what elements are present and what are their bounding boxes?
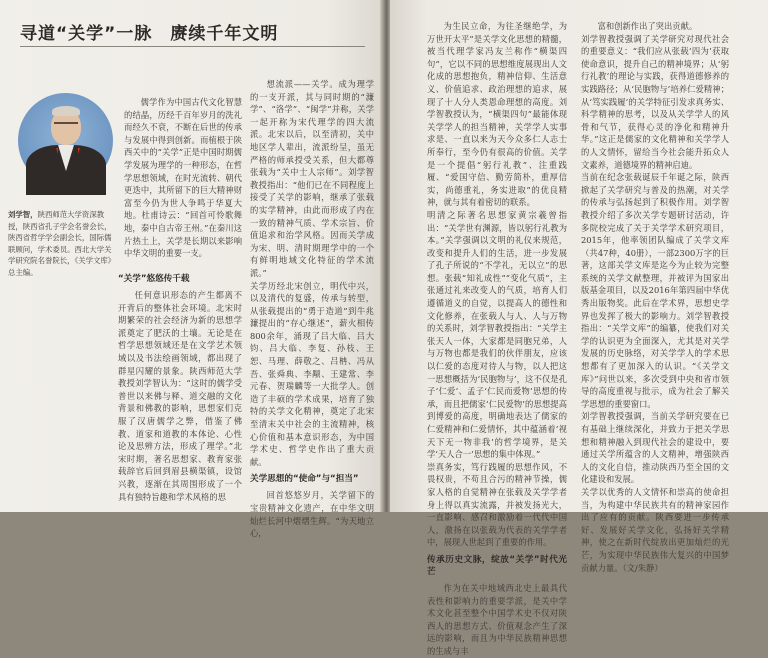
portrait-hair [52,106,80,116]
section-heading-3: 传承历史文脉，绽放“关学”时代光芒 [427,554,567,577]
intro-paragraph: 儒学作为中国古代文化智慧的结晶，历经千百年岁月的洗礼而经久不衰，不断在后世的传承与发展中得到创新。而植根于陕西关中的“关学”正是中国时期儒学发展为理学的一种形态，在哲学思想领域，在时光流转、朝代更迭中，其所留下的巨大精神财富至今仍为世人争鸣于华夏大地。杜甫诗云：“回首可怜歌舞地，秦中自古帝王州。”在秦川这片热土上，关学是长期以来影响中华文明的重要一支。 [124,97,242,259]
portrait-photo [18,93,113,188]
caption-text: 陕西师范大学资深教授，陕西省孔子学会名誉会长，陕西省哲学学会副会长，国际儒联顾问，学术委员。西北大学关学研究院名誉院长，《关学文库》总主编。 [8,210,112,277]
body-paragraph: 回首悠悠岁月，关学留下的宝贵精神文化遗产，在中华文明灿烂长河中熠熠生辉。“为天地立心， [250,490,374,539]
right-column-1 [427,20,567,656]
left-column-2 [250,78,374,539]
left-column-1-body [118,268,242,504]
body-paragraph: 为生民立命，为往圣继绝学，为万世开太平”是关学文化思想的精髓，被当代理学家冯友兰称作“横渠四句”，它以不同的思想维度展现出人文化成的思想抱负，精神信仰、生活意义、价值追求、政治理想的追求，展现了十人分人类恩命理想的高度。刘学智教授认为，“横渠四句”最能体现关学学人的担当精神，关学学人实事求是、一直以来为天今众多仁人志士所奉行，至今仍有很高的价值。关学是一个提倡“躬行礼教”、注重践履、“爱国守信、勤劳简朴，重厚信实，尚德重礼，务实进取”的优良精神，就与其有着密切的联系。 明清之际著名思想家黄宗羲曾指出：“关学世有渊源，皆以躬行礼教为本。”关学强调以文明的礼仪来规范，改变和提升人们的生活，进一步发展了孔子所说的“不学礼，无以立”的思想。张载“知礼成性”“变化气质”，主张通过礼来改变人的气质，培育人们遵循道义的自觉，以提高人的德性和文化修养，在张载人与人、人与万物的关系时，刘学智教授指出：“关学主张天人一体，大家都是同胞兄弟，人与万物也都是我们的伙伴朋友，应该以仁爱的态度对待人与物，以人把这一思想概括为‘民胞物与’，这不仅是孔子‘仁爱’、孟子‘仁民而爱物’思想的传承，而且把儒家‘仁民爱物’的思想提高到博爱的高度，明确地表达了儒家的仁爱精神和仁爱情怀，其中蕴涵着‘视天下无一物非我’的哲学境界，是关学‘天人合一’思想的集中体现。” 崇真务实，笃行践履的思想作风，不畏权贵，不苟且合污的精神节操，儒家人格的自觉精神在张载及关学学者身上得以真实流露，并被发扬光大，一直影响、感召和激励着一代代中国人，激扬在以张载为代表的关学学者中，展现人世起到了重要的作用。 [427,21,567,548]
body-paragraph: 作为在关中地域西北史上最具代表性和影响力的重要学派，是关中学术文化甚至整个中国学术史不仅对陕西人的思想方式、价值观念产生了深远的影响，而且为中华民族精神思想的生成与丰 [427,582,567,656]
body-paragraph: 富和创新作出了突出贡献。 刘学智教授强调了关学研究对现代社会的重要意义：“我们应从张载‘四为’获取使命意识，提升自己的精神境界；从‘躬行礼教’的理论与实践，获得道德修养的实践路径；从‘民胞物与’培养仁爱精神；从‘笃实践履’的关学特征引发求真务实、科学精神的思考，以及从关学学人的风骨和气节，获得心灵的净化和精神升华。”这正是儒家的文化精神和关学学人的人文情怀，留给当今社会能升拓众人文素养，道德境界的精神启迪。 当前在纪念张载诞辰千年诞之际，陕西掀起了关学研究与普及的热潮，对关学的传承与弘扬起到了积极作用。刘学智教授介绍了多次关学专题研讨活动，许多院校完成了关于关学学术研究项目，2015年，他率领团队编成了关学文库（共47种，40册），一部2300万字的巨著，这部关学文库是迄今为止较为完整系统的关学文献整理，并被评为国家出版基金项目，以及2016年第四届中华优秀出版物奖。此后在学术界，思想史学界也发挥了极大的影响力。刘学智教授指出：“关学文库”的编纂，使我们对关学的认识更为全面深入，尤其是对关学发展的历史脉络，对关学学人的学术思想都有了更加深入的认识。“《关学文库》”问世以来，多次受到中央和省市领导的高度重视与批示，成为社会了解关学思想的重要窗口。 刘学智教授强调，当前关学研究要在已有基础上继续深化，并致力于把关学思想和精神融入到现代社会的建设中，要通过关学所蕴含的人文精神，增强陕西人的文化自信，推动陕西乃至全国的文化建设和发展。 关学以优秀的人文情怀和崇高的使命担当，为构建中华民族共有的精神家园作出了应有的贡献。陕西要进一步传承好、发展好关学文化，弘扬好关学精神，使之在新时代绽放出更加灿烂的光芒，为实现中华民族伟大复兴的中国梦贡献力量。（文/朱静） [581,21,729,573]
title-divider [20,46,365,47]
caption-name: 刘学智， [8,210,38,219]
section-heading-1: “关学”悠悠传千载 [118,274,190,284]
article-title: 寻道“关学”一脉 赓续千年文明 [20,24,279,44]
section-heading-2: 关学思想的“使命”与“担当” [250,474,359,485]
portrait-glasses [54,122,78,129]
portrait-caption [8,209,115,278]
body-paragraph: 任何意识形态的产生都离不开背后的整体社会环境。北宋时期繁荣的社会经济为新的思想学派奠定了肥沃的土壤。无论是在哲学思想领域还是在文学艺术领域以及书法绘画领域，都出现了群星闪耀的景象。陕西师范大学教授刘学智认为：“这时的儒学受普世以来佛与释、道交融的文化背景和佛教的影响，思想家们克服了汉唐儒学之弊，借鉴了佛教、道家和道教的本体论、心性论及思辨方法，形成了理学。”北宋时期，著名思想家、教育家张载辞官后回到眉县横渠镇，设馆兴教，逐渐在其周围形成了一个具有独特旨趣和学术风格的思 [118,290,242,502]
right-column-2 [581,20,729,573]
left-page [0,0,382,539]
left-column-1-intro [124,96,242,267]
right-page [390,0,768,656]
body-paragraph: 想流派——关学。成为理学的一支开派，其与同时期的“濂学”、“洛学”、“闽学”并称，关学一起开称为宋代理学的四大流派。北宋以后，以至清初，关中地区学人辈出，流派纷呈，虽无严格的师承授受关系，但大都尊张载为“关中士人宗师”。刘学智教授指出：“他们已在不同程度上接受了关学的影响，继承了张载的实学精神，由此而形成了内在一致的精神气质、学术宗旨、价值追求和治学风格。因而关学成为宋、明、清时期理学中的一个有鲜明地域文化特征的学术流派。” 关学历经北宋创立，明代中兴，以及清代的复盛，传承与转型，从张载提出的“勇于造道”到牛兆濂提出的“存心继述”，薪火相传800余年，涌现了吕大临、吕大钧、吕大临、李复、孙枝、王恕、马理、薛敬之、吕柟、冯从吾、张舜典、李颙、王建常、李元春、贺瑞麟等一大批学人。创造了丰硕的学术成果，培育了独特的关学文化精神，奠定了北宋至清末关中社会的主流精神，核心价值和基本意识形态，为中国学术史、哲学史作出了重大贡献。 [250,79,374,467]
